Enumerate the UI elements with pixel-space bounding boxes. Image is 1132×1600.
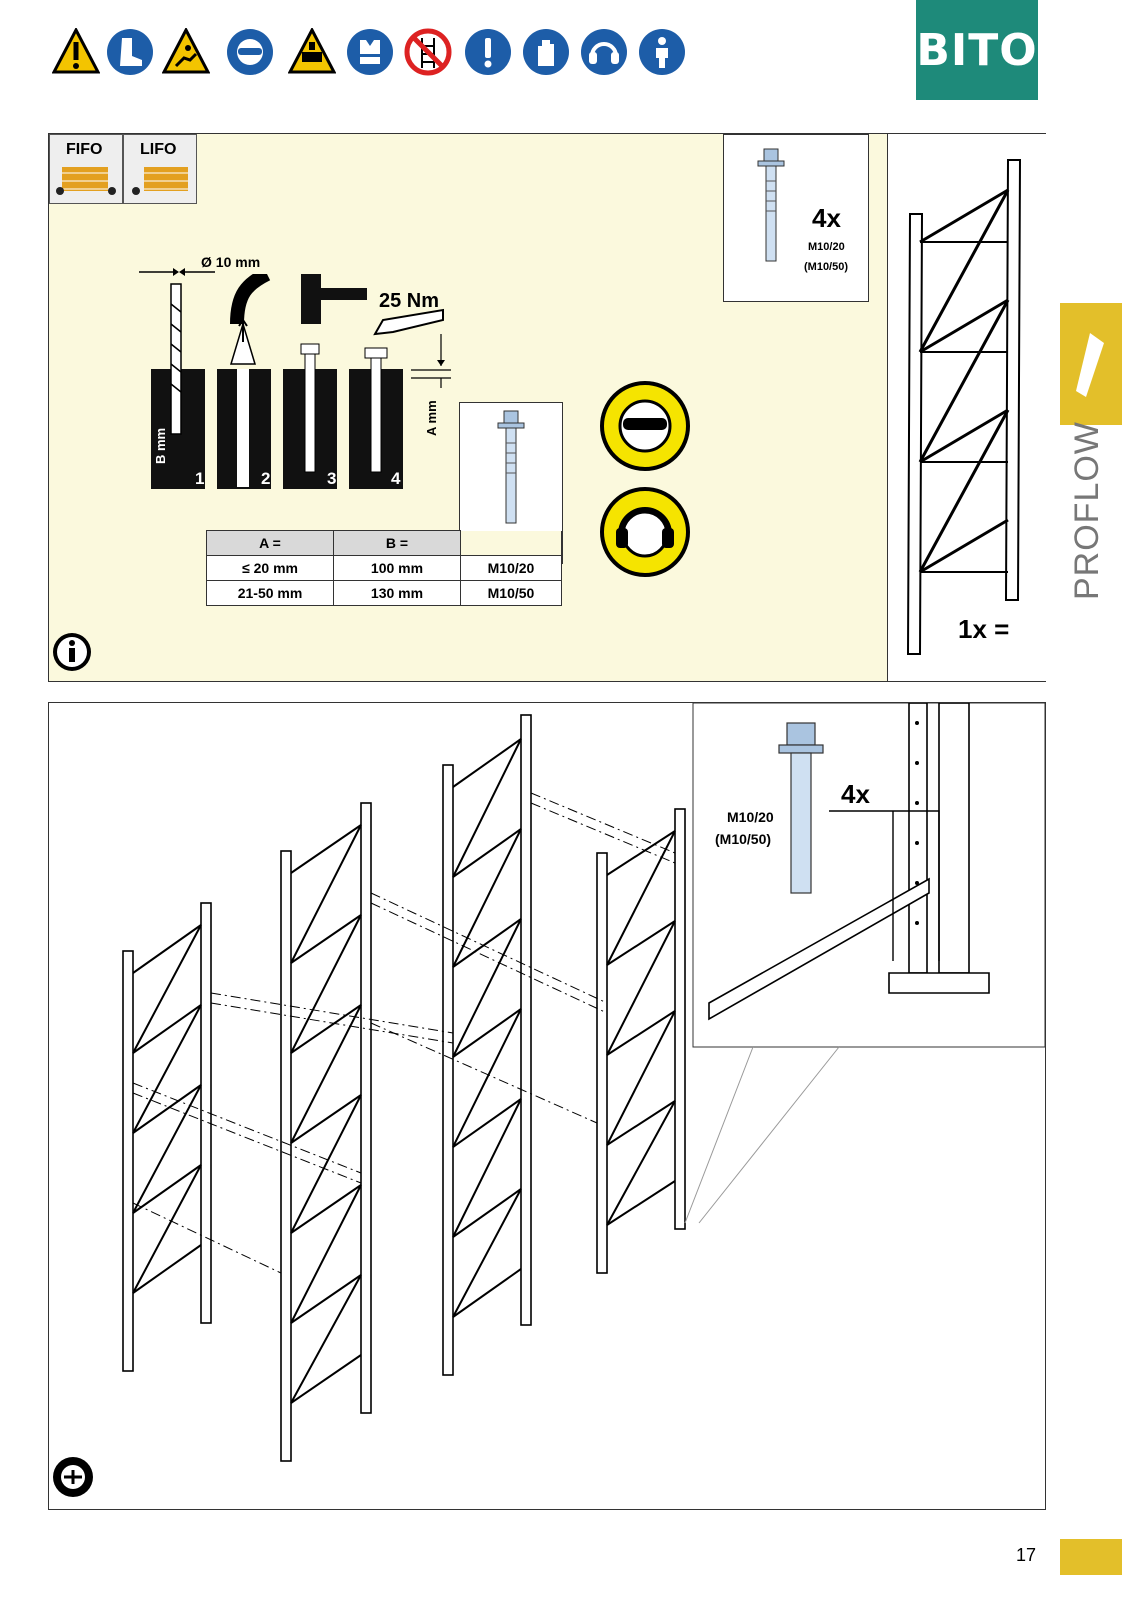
section-label: PROFLOW	[1068, 421, 1106, 600]
attention-icon	[464, 28, 512, 81]
anchor-table	[206, 530, 562, 606]
step-3-label: 3	[327, 469, 337, 488]
rack-assembly-drawing	[49, 703, 1047, 1511]
fall-harness-icon	[638, 28, 686, 81]
step-1-label: 1	[195, 469, 205, 488]
tab-fifo: FIFO	[49, 134, 123, 204]
assembly-bolt-type-alt: (M10/50)	[715, 831, 772, 847]
installation-steps-diagram	[149, 274, 459, 494]
ear-protection-icon	[580, 28, 628, 81]
anchoring-panel	[48, 133, 1046, 682]
page-number: 17	[1016, 1545, 1037, 1565]
table-header-row	[207, 531, 562, 556]
assembly-bolt-quantity: 4x	[841, 779, 870, 809]
table-header-b: B =	[334, 531, 461, 556]
safety-goggles-icon	[226, 28, 274, 81]
brand-logo: BITO	[916, 0, 1038, 100]
table-header-bolt	[461, 531, 562, 556]
anchor-bolt-icon	[752, 145, 792, 265]
drill-diameter-label: Ø 10 mm	[201, 254, 261, 270]
no-ladder-icon	[404, 28, 452, 81]
table-row: ≤ 20 mm 100 mm M10/20	[207, 556, 562, 581]
frame-panel	[887, 134, 1046, 681]
safety-boots-icon	[106, 28, 154, 81]
step-2-label: 2	[261, 469, 271, 488]
tool-icon	[51, 1455, 95, 1504]
footer-marker	[1060, 1539, 1122, 1575]
dimension-a-label: A mm	[424, 400, 439, 436]
bolt-type-alt: (M10/50)	[804, 261, 849, 273]
torque-label: 25 Nm	[379, 290, 440, 312]
hand-crush-hazard-icon	[288, 28, 336, 79]
info-icon	[51, 631, 93, 678]
assembly-bolt-type: M10/20	[727, 809, 774, 825]
assembly-panel	[48, 702, 1046, 1510]
table-header-a: A =	[207, 531, 334, 556]
general-warning-icon	[52, 28, 100, 79]
frame-quantity: 1x =	[958, 614, 1010, 644]
safety-goggles-icon	[599, 380, 691, 477]
section-marker	[1060, 303, 1122, 425]
step-4-label: 4	[391, 469, 401, 488]
section-slash-icon	[1060, 303, 1122, 425]
bolt-callout	[723, 134, 869, 302]
slip-hazard-icon	[162, 28, 210, 79]
hi-vis-vest-icon	[346, 28, 394, 81]
bolt-type: M10/20	[808, 241, 845, 253]
tab-lifo: LIFO	[123, 134, 197, 204]
safety-gloves-icon	[522, 28, 570, 81]
bolt-quantity: 4x	[812, 203, 841, 233]
table-row: 21-50 mm 130 mm M10/50	[207, 581, 562, 606]
dimension-b-label: B mm	[153, 427, 168, 464]
upright-frame-drawing	[888, 134, 1046, 681]
ear-protection-icon	[599, 486, 691, 583]
